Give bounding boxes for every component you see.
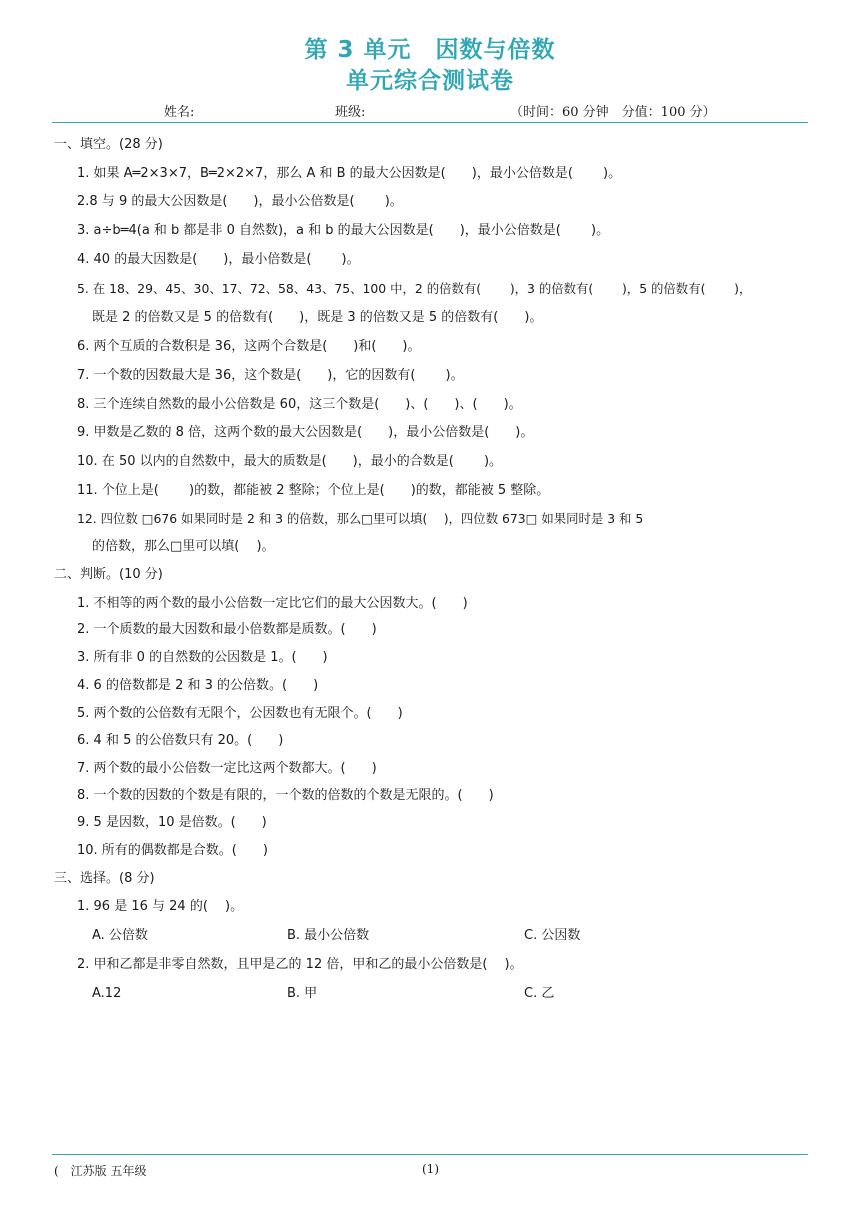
fill-question-8: 8. 三个连续自然数的最小公倍数是 60，这三个数是( )、( )、( )。 bbox=[77, 397, 522, 412]
choice-2-option-a: A.12 bbox=[92, 986, 122, 1001]
fill-question-7: 7. 一个数的因数最大是 36，这个数是( )，它的因数有( )。 bbox=[77, 368, 464, 383]
fill-question-12-cont: 的倍数，那么□里可以填( )。 bbox=[92, 539, 275, 554]
fill-question-4: 4. 40 的最大因数是( )，最小倍数是( )。 bbox=[77, 252, 360, 267]
judge-question-7: 7. 两个数的最小公倍数一定比这两个数都大。( ) bbox=[77, 761, 377, 776]
judge-question-10: 10. 所有的偶数都是合数。( ) bbox=[77, 843, 268, 858]
judge-question-1: 1. 不相等的两个数的最小公倍数一定比它们的最大公因数大。( ) bbox=[77, 596, 468, 611]
choice-1-option-c: C. 公因数 bbox=[524, 928, 581, 943]
footer-divider bbox=[52, 1154, 808, 1155]
fill-question-2: 2.8 与 9 的最大公因数是( )，最小公倍数是( )。 bbox=[77, 194, 403, 209]
judge-question-4: 4. 6 的倍数都是 2 和 3 的公倍数。( ) bbox=[77, 678, 319, 693]
choice-question-2: 2. 甲和乙都是非零自然数，且甲是乙的 12 倍，甲和乙的最小公倍数是( )。 bbox=[77, 957, 523, 972]
page-subtitle: 单元综合测试卷 bbox=[346, 68, 514, 94]
footer-edition: ( 江苏版 五年级 bbox=[54, 1164, 147, 1178]
section-heading-fill: 一、填空。(28 分) bbox=[54, 137, 163, 152]
judge-question-8: 8. 一个数的因数的个数是有限的，一个数的倍数的个数是无限的。( ) bbox=[77, 788, 494, 803]
fill-question-5-cont: 既是 2 的倍数又是 5 的倍数有( )，既是 3 的倍数又是 5 的倍数有( )。 bbox=[92, 310, 543, 325]
judge-question-9: 9. 5 是因数，10 是倍数。( ) bbox=[77, 815, 267, 830]
choice-2-option-c: C. 乙 bbox=[524, 986, 555, 1001]
time-score-label: （时间：60 分钟 分值：100 分） bbox=[510, 105, 716, 120]
page-title: 第 3 单元 因数与倍数 bbox=[304, 37, 556, 63]
fill-question-6: 6. 两个互质的合数积是 36，这两个合数是( )和( )。 bbox=[77, 339, 421, 354]
fill-question-12: 12. 四位数 □676 如果同时是 2 和 3 的倍数，那么□里可以填( )，四位数 673□ 如果同时是 3 和 5 bbox=[77, 511, 644, 526]
choice-2-option-b: B. 甲 bbox=[287, 986, 318, 1001]
judge-question-2: 2. 一个质数的最大因数和最小倍数都是质数。( ) bbox=[77, 622, 377, 637]
judge-question-3: 3. 所有非 0 的自然数的公因数是 1。( ) bbox=[77, 650, 328, 665]
fill-question-9: 9. 甲数是乙数的 8 倍，这两个数的最大公因数是( )，最小公倍数是( )。 bbox=[77, 425, 534, 440]
fill-question-3: 3. a÷b═4(a 和 b 都是非 0 自然数)，a 和 b 的最大公因数是( )，最小公倍数是( )。 bbox=[77, 223, 610, 238]
fill-question-1: 1. 如果 A═2×3×7，B═2×2×7，那么 A 和 B 的最大公因数是( )，最小公倍数是( )。 bbox=[77, 166, 622, 181]
section-heading-judge: 二、判断。(10 分) bbox=[54, 567, 163, 582]
section-heading-choice: 三、选择。(8 分) bbox=[54, 871, 155, 886]
header-divider bbox=[52, 122, 808, 123]
choice-question-1: 1. 96 是 16 与 24 的( )。 bbox=[77, 899, 244, 914]
page-number: (1) bbox=[422, 1162, 439, 1176]
fill-question-10: 10. 在 50 以内的自然数中，最大的质数是( )，最小的合数是( )。 bbox=[77, 454, 503, 469]
judge-question-5: 5. 两个数的公倍数有无限个，公因数也有无限个。( ) bbox=[77, 706, 403, 721]
choice-1-option-a: A. 公倍数 bbox=[92, 928, 148, 943]
name-label: 姓名: bbox=[164, 105, 195, 120]
judge-question-6: 6. 4 和 5 的公倍数只有 20。( ) bbox=[77, 733, 284, 748]
fill-question-5: 5. 在 18、29、45、30、17、72、58、43、75、100 中，2 的倍数有( )，3 的倍数有( )，5 的倍数有( )， bbox=[77, 281, 752, 296]
class-label: 班级: bbox=[335, 105, 366, 120]
fill-question-11: 11. 个位上是( )的数，都能被 2 整除；个位上是( )的数，都能被 5 整除。 bbox=[77, 483, 550, 498]
choice-1-option-b: B. 最小公倍数 bbox=[287, 928, 370, 943]
